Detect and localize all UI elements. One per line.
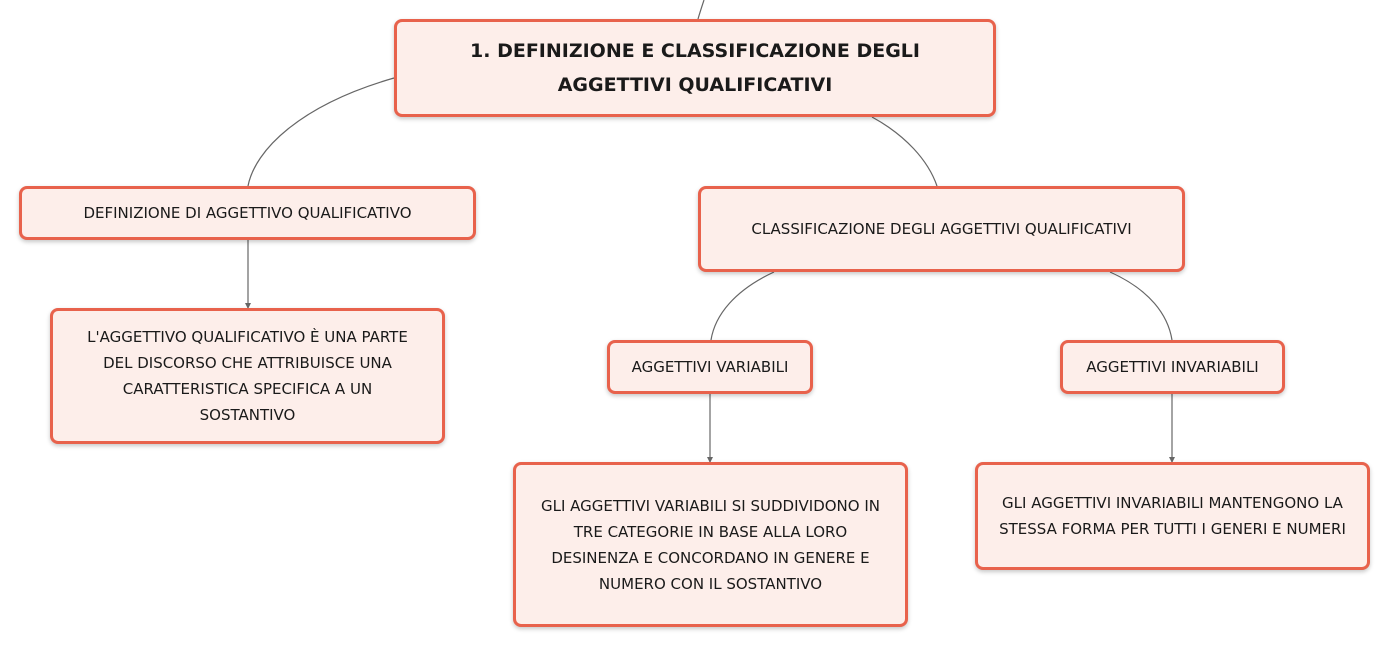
definition-label: DEFINIZIONE DI AGGETTIVO QUALIFICATIVO [83, 204, 412, 222]
definition-text-node[interactable] [50, 308, 445, 444]
variable-text-line: TRE CATEGORIE IN BASE ALLA LORO [573, 522, 848, 541]
variable-text-line: NUMERO CON IL SOSTANTIVO [598, 574, 823, 593]
connector-root-to-definition [248, 78, 394, 186]
classification-node[interactable] [698, 186, 1185, 272]
connector-classification-to-invariable [1110, 272, 1172, 340]
definition-text-line: CARATTERISTICA SPECIFICA A UN [122, 380, 373, 398]
variable-adjectives-label: AGGETTIVI VARIABILI [631, 358, 789, 376]
variable-text-line: GLI AGGETTIVI VARIABILI SI SUDDIVIDONO IN [541, 496, 880, 515]
connector-root-to-classification [872, 117, 937, 186]
variable-text-line: DESINENZA E CONCORDANO IN GENERE E [551, 548, 870, 567]
root-topic-line-1: 1. DEFINIZIONE E CLASSIFICAZIONE DEGLI [470, 40, 920, 62]
invariable-adjectives-text [999, 490, 1346, 542]
variable-adjectives-node[interactable] [607, 340, 813, 394]
connector-classification-to-variable [711, 272, 774, 340]
variable-adjectives-text [541, 493, 880, 597]
invariable-text-line: STESSA FORMA PER TUTTI I GENERI E NUMERI [999, 520, 1346, 538]
root-topic-text [470, 34, 920, 102]
definition-text [87, 324, 408, 428]
definition-text-line: SOSTANTIVO [199, 406, 296, 424]
definition-text-line: L'AGGETTIVO QUALIFICATIVO È UNA PARTE [87, 328, 408, 346]
invariable-adjectives-node[interactable] [1060, 340, 1285, 394]
invariable-adjectives-label: AGGETTIVI INVARIABILI [1086, 358, 1259, 376]
connector-parent-to-root [698, 0, 704, 19]
invariable-text-line: GLI AGGETTIVI INVARIABILI MANTENGONO LA [1002, 494, 1343, 512]
invariable-adjectives-text-node[interactable] [975, 462, 1370, 570]
definition-text-line: DEL DISCORSO CHE ATTRIBUISCE UNA [103, 354, 392, 372]
classification-label: CLASSIFICAZIONE DEGLI AGGETTIVI QUALIFICATIVI [751, 220, 1132, 238]
root-topic-node[interactable] [394, 19, 996, 117]
definition-node[interactable] [19, 186, 476, 240]
root-topic-line-2: AGGETTIVI QUALIFICATIVI [557, 74, 833, 96]
variable-adjectives-text-node[interactable] [513, 462, 908, 627]
